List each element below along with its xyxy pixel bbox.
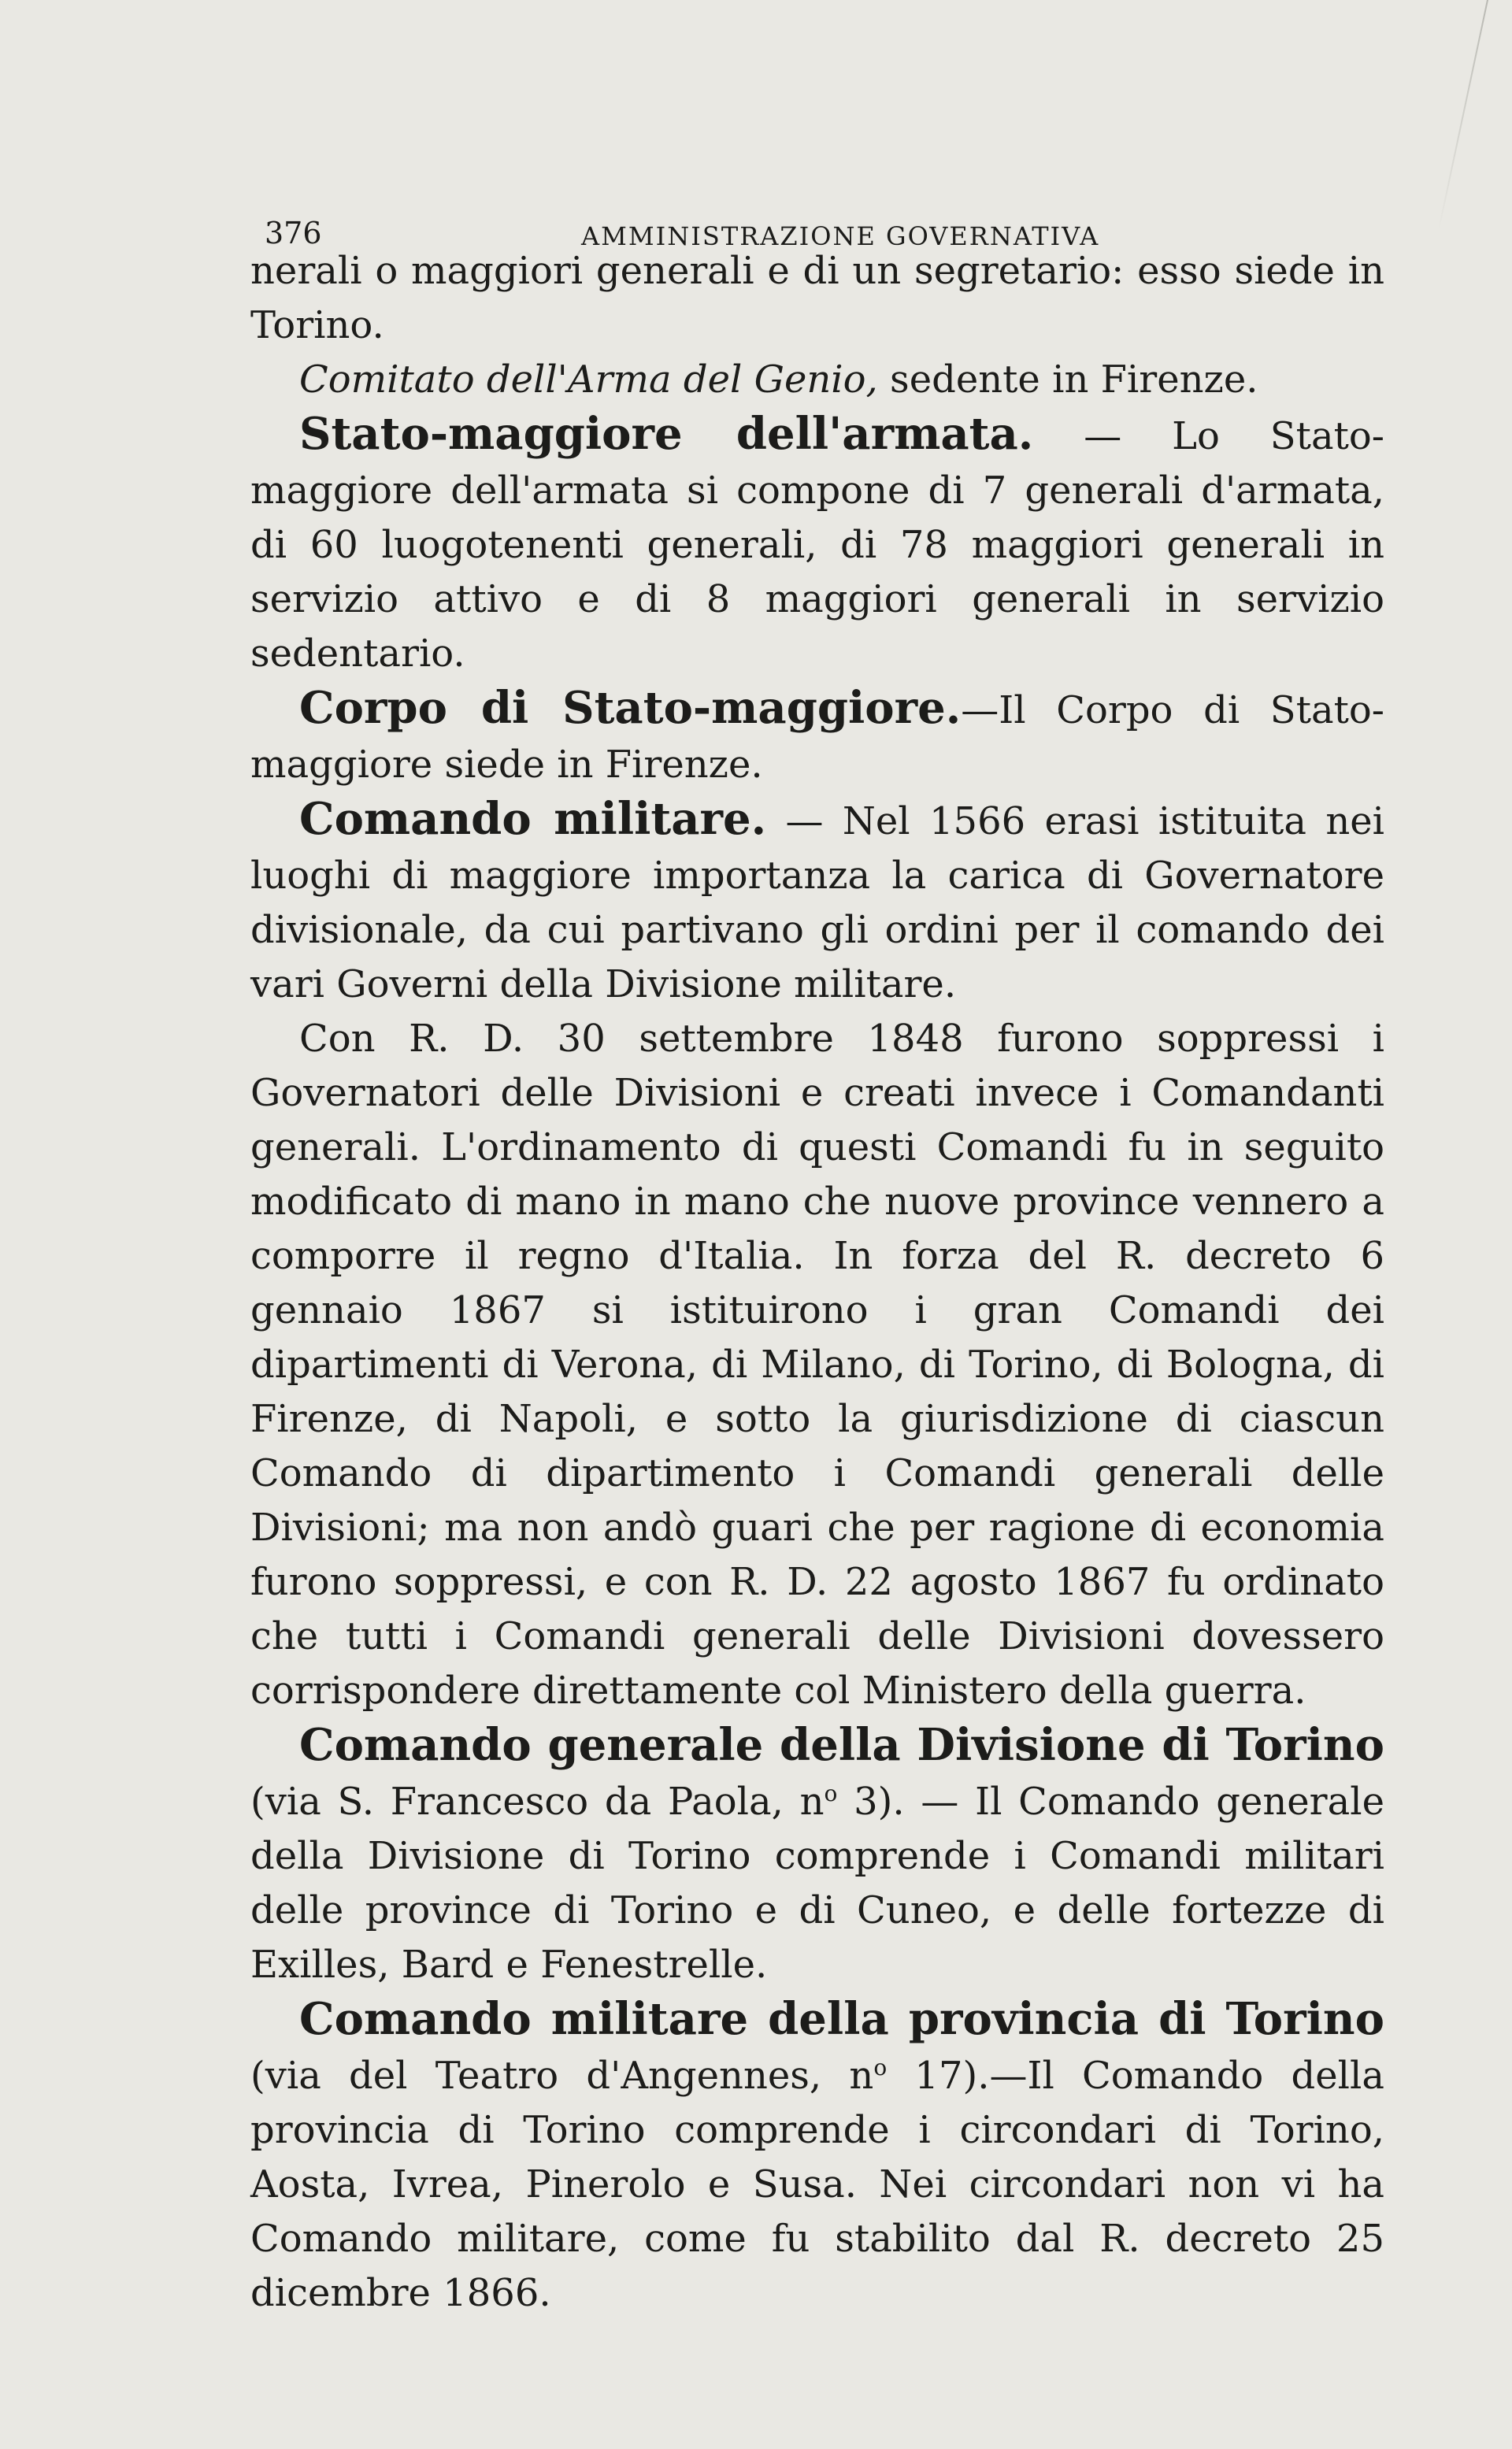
paragraph-text: (via del Teatro d'Angennes, n — [250, 2054, 874, 2098]
section-heading: Corpo di Stato-maggiore. — [299, 682, 962, 734]
italic-heading: Comitato dell'Arma del Genio, — [299, 358, 878, 402]
paragraph-text: 3). — Il Comando generale della Divisione di Torino comprende i Comandi militari delle province di Torino e di Cuneo, e delle fortezze di Exilles, Bard e Fenestrelle. — [250, 1780, 1384, 1987]
paragraph — [250, 1012, 1384, 1718]
paragraph — [250, 792, 1384, 1012]
section-heading: Comando militare. — [299, 793, 767, 845]
superscript: o — [824, 1780, 838, 1806]
paragraph — [250, 1718, 1384, 1992]
paragraph-text: Con R. D. 30 settembre 1848 furono soppressi i Governatori delle Divisioni e creati invece i Comandanti generali. L'ordinamento di questi Comandi fu in seguito modificato di mano in mano che nuove province vennero a comporre il regno d'Italia. In forza del R. decreto 6 gennaio 1867 si istituirono i gran Comandi dei dipartimenti di Verona, di Milano, di Torino, di Bologna, di Firenze, di Napoli, e sotto la giurisdizione di ciascun Comando di dipartimento i Comandi generali delle Divisioni; ma non andò guari che per ragione di economia furono soppressi, e con R. D. 22 agosto 1867 fu ordinato che tutti i Comandi generali delle Divisioni dovessero corrispondere direttamente col Ministero della guerra. — [250, 1017, 1384, 1713]
paragraph-text: — Lo Stato-maggiore dell'armata si compone di 7 generali d'armata, di 60 luogotenenti generali, di 78 maggiori generali in servizio attivo e di 8 maggiori generali in servizio sedentario. — [250, 414, 1384, 676]
page-content — [250, 189, 1384, 2321]
section-heading: Comando militare della provincia di Torino — [299, 1993, 1384, 2045]
paragraph-text: sedente in Firenze. — [877, 358, 1258, 402]
paragraph — [250, 353, 1384, 407]
body-text — [250, 244, 1384, 2321]
paragraph — [250, 407, 1384, 681]
paragraph-text: —Il Corpo di Stato-maggiore siede in Firenze. — [250, 688, 1385, 787]
paragraph-text: (via S. Francesco da Paola, n — [250, 1780, 825, 1824]
paragraph-text: — Nel 1566 erasi istituita nei luoghi di maggiore importanza la carica di Governatore divisionale, da cui partivano gli ordini per il comando dei vari Governi della Divisione militare. — [250, 799, 1384, 1006]
paragraph — [250, 1992, 1384, 2321]
superscript: o — [873, 2054, 888, 2080]
page-edge-mark — [1438, 0, 1488, 231]
page-number: 376 — [265, 216, 322, 250]
paragraph — [250, 681, 1384, 792]
paragraph-text: 17).—Il Comando della provincia di Torino comprende i circondari di Torino, Aosta, Ivrea, Pinerolo e Susa. Nei circondari non vi ha Comando militare, come fu stabilito dal R. decreto 25 dicembre 1866. — [250, 2054, 1384, 2315]
running-head — [250, 197, 1384, 251]
section-heading: Stato-maggiore dell'armata. — [299, 408, 1034, 460]
paragraph-text: nerali o maggiori generali e di un segretario: esso siede in Torino. — [250, 249, 1384, 347]
running-title: AMMINISTRAZIONE GOVERNATIVA — [581, 221, 1100, 251]
section-heading: Comando generale della Divisione di Torino — [299, 1719, 1384, 1771]
